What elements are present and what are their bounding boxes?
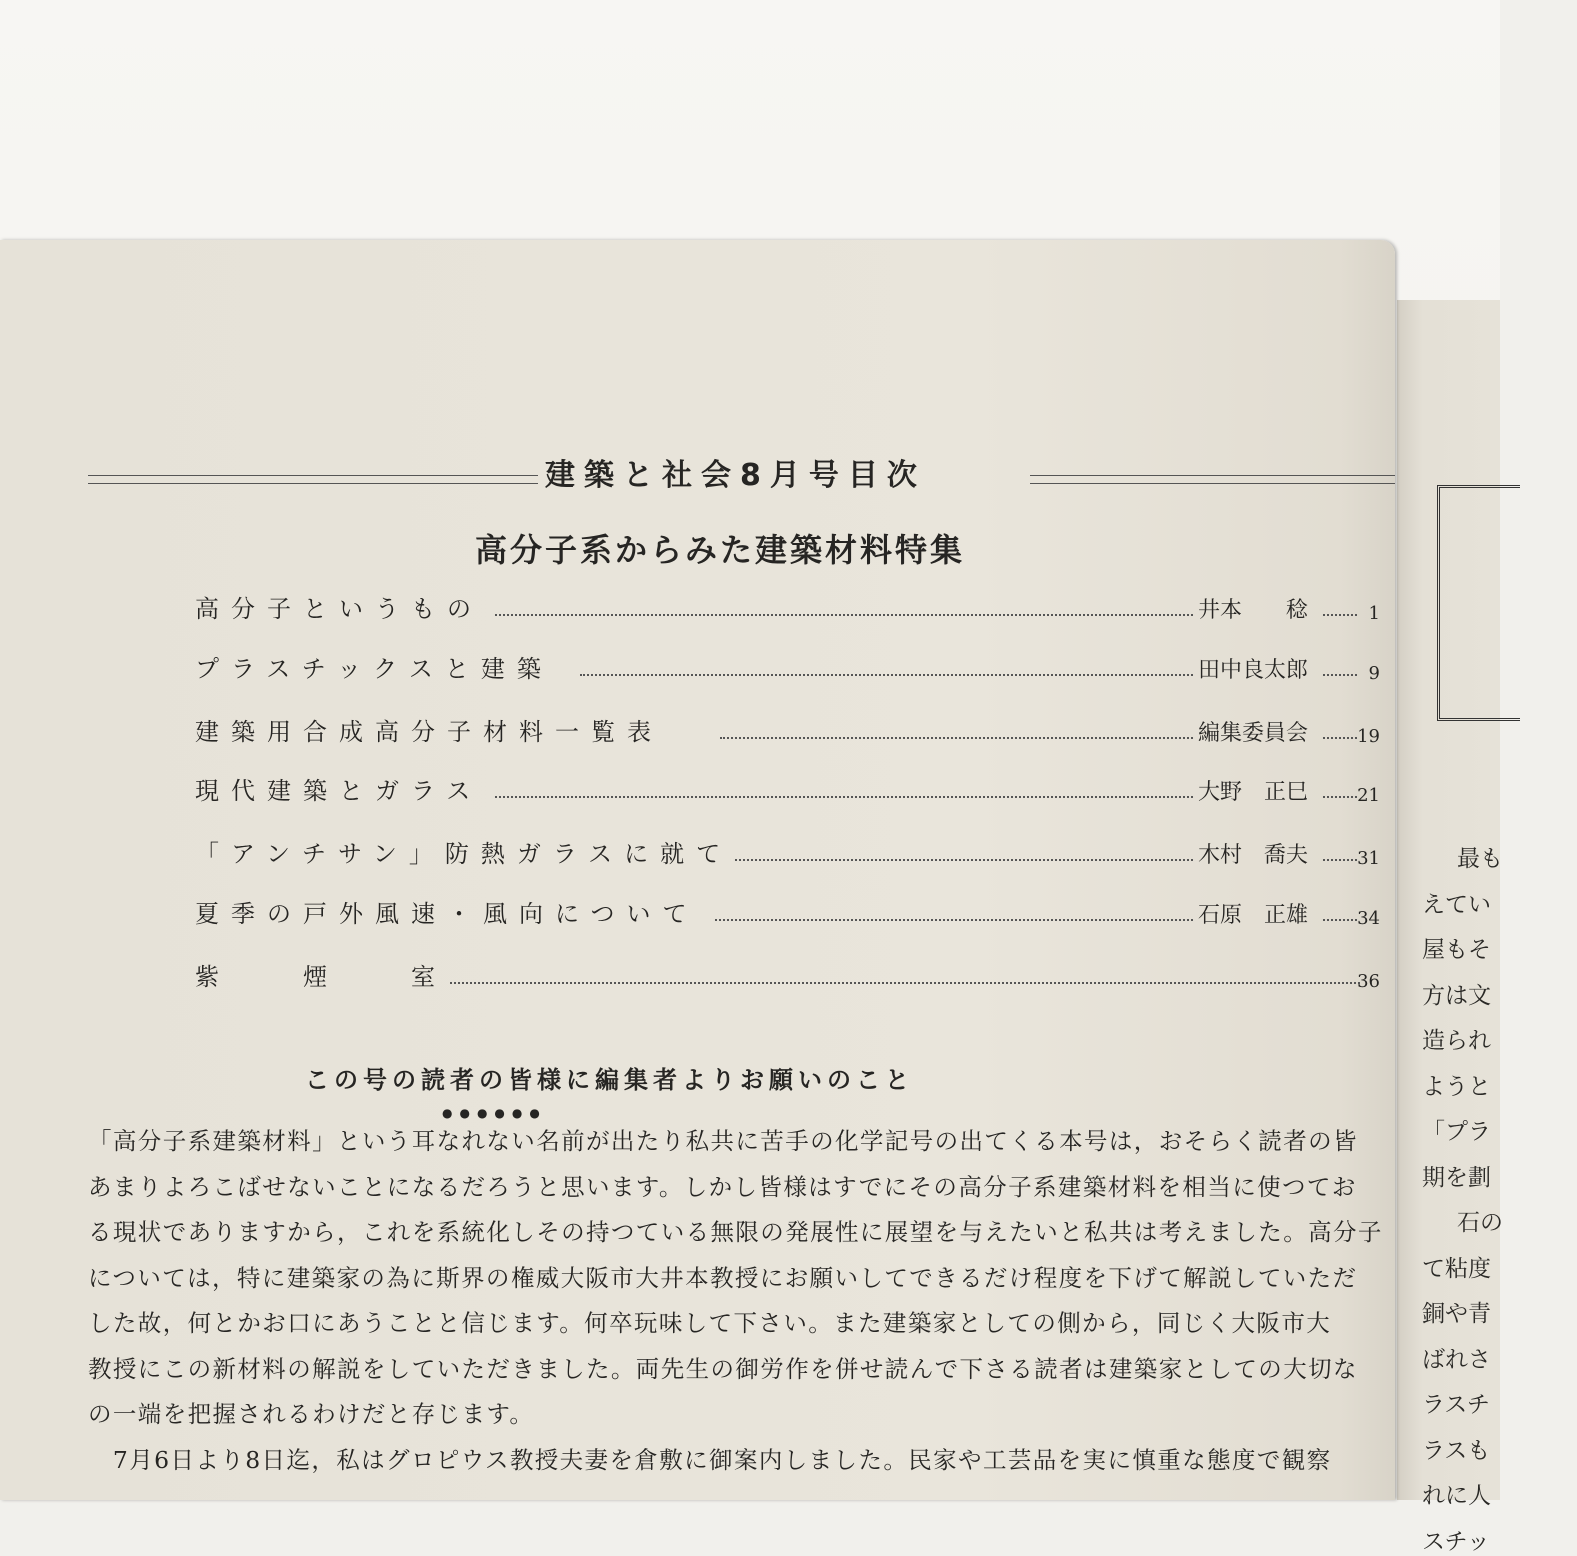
facing-page-line: スチッ	[1422, 1528, 1490, 1555]
facing-page-line: 造られ	[1422, 1028, 1491, 1054]
facing-page	[1397, 300, 1503, 1555]
notice-line: した故，何とかお口にあうことと信じます。何卒玩味して下さい。また建築家としての側から，同じく大阪市大	[88, 1309, 1332, 1337]
facing-page-line: ようと	[1422, 1073, 1491, 1100]
toc-title: プラスチックスと建築	[195, 655, 553, 683]
toc-leader-dots	[1323, 737, 1357, 739]
toc-author: 編集委員会	[1198, 721, 1309, 746]
header-rule-left	[88, 475, 538, 484]
toc-row	[195, 895, 1380, 935]
toc-leader-dots	[495, 796, 1193, 798]
facing-page-line: て粘度	[1422, 1255, 1491, 1282]
facing-page-line: えてい	[1422, 891, 1491, 918]
toc-title: 夏季の戸外風速・風向について	[195, 900, 699, 928]
facing-page-frame	[1437, 485, 1520, 721]
notice-line: る現状でありますから，これを系統化しその持つている無限の発展性に展望を与えたいと私共は考えました。高分子	[88, 1218, 1383, 1246]
toc-leader-dots	[735, 859, 1193, 861]
toc-title: 紫 煙 室	[195, 963, 447, 991]
notice-line: については，特に建築家の為に斯界の権威大阪市大井本教授にお願いしてできるだけ程度を下げて解説していただ	[88, 1263, 1358, 1292]
header-rule-right	[1030, 475, 1395, 484]
toc-leader-dots	[1323, 614, 1357, 616]
toc-row	[195, 835, 1380, 875]
toc-row	[195, 590, 1380, 630]
facing-page-line: 最も	[1457, 846, 1503, 872]
facing-page-line: 銅や青	[1422, 1301, 1491, 1327]
toc-leader-dots	[450, 982, 1360, 984]
toc-row	[195, 650, 1380, 690]
toc-leader-dots	[580, 674, 1193, 676]
toc-page-number: 19	[1357, 726, 1380, 747]
toc-title: 建築用合成高分子材料一覧表	[195, 718, 663, 746]
toc-leader-dots	[1323, 859, 1357, 861]
toc-title: 「アンチサン」防熱ガラスに就て	[195, 840, 733, 868]
emphasis-dots: ●●●●●●	[442, 1106, 547, 1120]
feature-title: 高分子系からみた建築材料特集	[475, 531, 966, 569]
facing-page-line: れに人	[1422, 1483, 1491, 1509]
toc-leader-dots	[715, 919, 1193, 921]
facing-page-line: ラスも	[1422, 1437, 1491, 1464]
toc-page-number: 9	[1368, 663, 1380, 684]
toc-page-number: 1	[1368, 603, 1380, 624]
toc-leader-dots	[1323, 674, 1357, 676]
toc-author: 大野 正巳	[1198, 780, 1309, 805]
facing-page-line: 屋もそ	[1422, 937, 1491, 963]
notice-line: 7月6日より8日迄，私はグロピウス教授夫妻を倉敷に御案内しました。民家や工芸品を実に慎重な態度で観察	[88, 1445, 1332, 1474]
notice-title: この号の読者の皆様に編集者よりお願いのこと	[305, 1066, 914, 1094]
toc-title: 高分子というもの	[195, 595, 483, 623]
toc-page-number: 34	[1357, 908, 1380, 929]
notice-line: 教授にこの新材料の解説をしていただきました。両先生の御労作を併せ読んで下さる読者は建築家としての大切な	[88, 1354, 1358, 1383]
toc-author: 田中良太郎	[1198, 658, 1309, 683]
notice-line: 「高分子系建築材料」という耳なれない名前が出たり私共に苦手の化学記号の出てくる本号は，おそらく読者の皆	[88, 1127, 1358, 1155]
toc-leader-dots	[495, 614, 1193, 616]
toc-row	[195, 772, 1380, 812]
toc-row	[195, 713, 1380, 753]
facing-page-line: 「プラ	[1422, 1119, 1491, 1145]
toc-row	[195, 958, 1380, 998]
facing-page-line: 方は文	[1422, 982, 1491, 1009]
toc-page-number: 21	[1357, 785, 1380, 806]
contents-header: 建築と社会8月号目次	[545, 458, 926, 493]
facing-page-line: 期を劃	[1422, 1164, 1491, 1191]
toc-leader-dots	[720, 737, 1193, 739]
toc-author: 木村 喬夫	[1198, 843, 1309, 868]
toc-leader-dots	[1323, 919, 1357, 921]
toc-author: 石原 正雄	[1198, 903, 1309, 928]
toc-leader-dots	[1323, 796, 1357, 798]
notice-line: あまりよろこばせないことになるだろうと思います。しかし皆様はすでにその高分子系建築材料を相当に使つてお	[88, 1172, 1357, 1201]
toc-page-number: 36	[1357, 971, 1380, 992]
toc-page-number: 31	[1357, 848, 1380, 869]
facing-page-line: ラスチ	[1422, 1392, 1490, 1418]
facing-page-line: 石の	[1457, 1210, 1503, 1236]
magazine-page	[0, 240, 1395, 1500]
facing-page-line: ばれさ	[1422, 1346, 1491, 1373]
toc-title: 現代建築とガラス	[195, 777, 483, 805]
notice-line: の一端を把握されるわけだと存じます。	[88, 1400, 535, 1428]
toc-author: 井本 稔	[1198, 598, 1309, 623]
